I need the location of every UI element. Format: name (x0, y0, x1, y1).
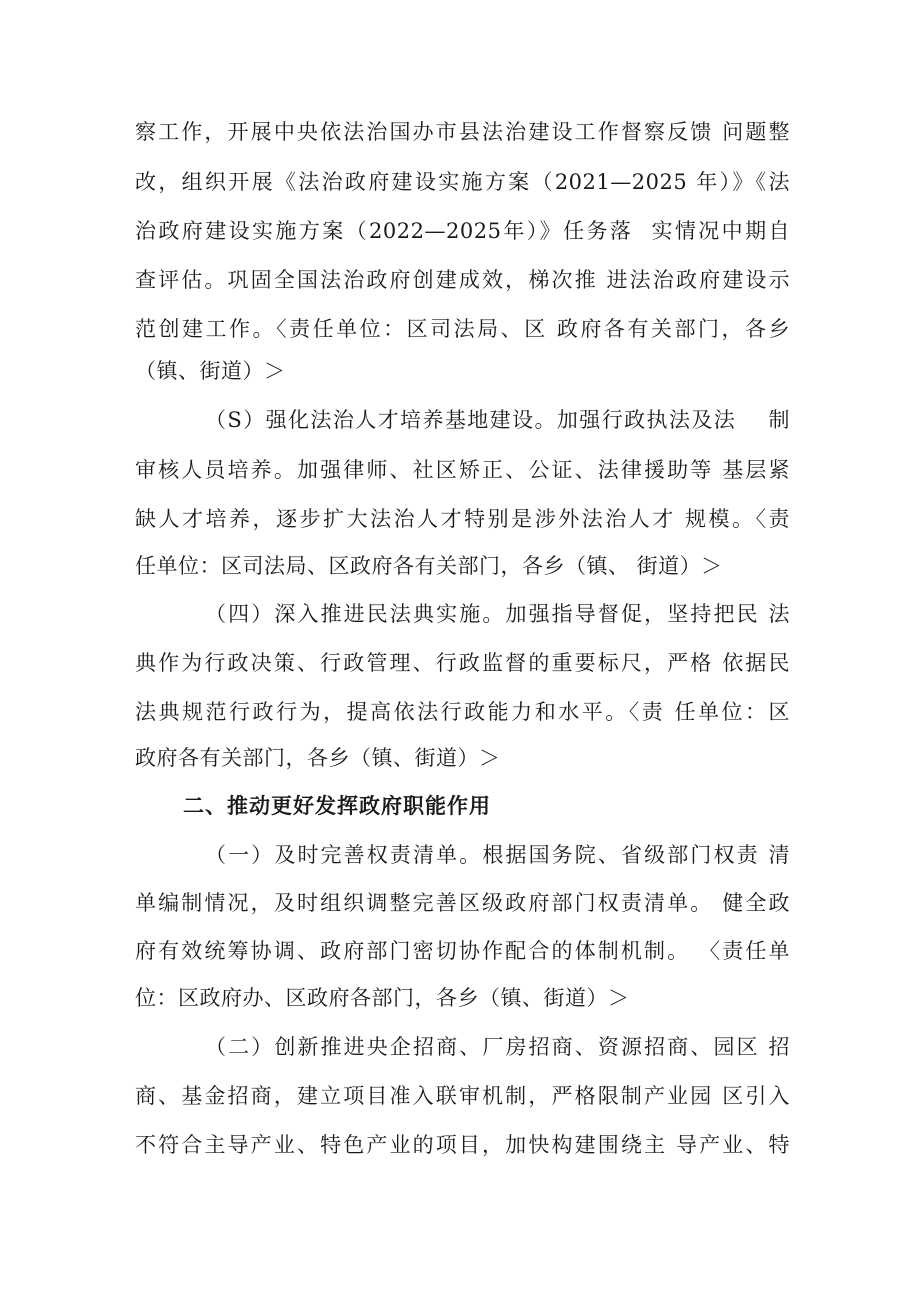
paragraph-3-first-line: （S）强化法治人才培养基地建设。加强行政执法及法 制 (205, 408, 790, 432)
text-line-4: 查评估。巩固全国法治政府创建成效，梯次推 进法治政府建设示 (135, 268, 790, 292)
text-line-6: （镇、街道）＞ (135, 359, 286, 383)
text-line-10: 任单位：区司法局、区政府各有关部门，各乡（镇、 街道）＞ (135, 554, 723, 578)
text-line-13: 法典规范行政行为，提高依法行政能力和水平。〈责 任单位：区 (135, 700, 790, 724)
paragraph-4-first-line: （四）深入推进民法典实施。加强指导督促，坚持把民 法 (205, 602, 790, 626)
text-line-18: 府有效统筹协调、政府部门密切协作配合的体制机制。 〈责任单 (135, 939, 790, 963)
text-line-22: 不符合主导产业、特色产业的项目，加快构建围绕主 导产业、特 (135, 1133, 790, 1157)
text-line-21: 商、基金招商，建立项目准入联审机制，严格限制产业园 区引入 (135, 1084, 790, 1108)
text-line-14: 政府各有关部门，各乡（镇、街道）＞ (135, 746, 501, 770)
text-line-12: 典作为行政决策、行政管理、行政监督的重要标尺，严格 依据民 (135, 651, 790, 675)
paragraph-6-first-line: （二）创新推进央企招商、厂房招商、资源招商、园区 招 (205, 1035, 790, 1059)
text-line-9: 缺人才培养，逐步扩大法治人才特别是涉外法治人才 规模。〈责 (135, 507, 790, 531)
text-line-19: 位：区政府办、区政府各部门，各乡（镇、街道）＞ (135, 986, 630, 1010)
text-line-3: 治政府建设实施方案（2022—2025年）》任务落 实情况中期自 (135, 219, 790, 243)
paragraph-5-first-line: （一）及时完善权责清单。根据国务院、省级部门权责 清 (205, 843, 790, 867)
text-line-2: 改，组织开展《法治政府建设实施方案（2021—2025 年）》《法 (135, 170, 790, 194)
section-heading: 二、推动更好发挥政府职能作用 (183, 794, 491, 818)
text-line-5: 范创建工作。〈责任单位：区司法局、区 政府各有关部门，各乡 (135, 317, 790, 341)
text-line-1: 察工作，开展中央依法治国办市县法治建设工作督察反馈 问题整 (135, 120, 790, 144)
text-line-8: 审核人员培养。加强律师、社区矫正、公证、法律援助等 基层紧 (135, 458, 790, 482)
text-line-17: 单编制情况，及时组织调整完善区级政府部门权责清单。 健全政 (135, 891, 790, 915)
